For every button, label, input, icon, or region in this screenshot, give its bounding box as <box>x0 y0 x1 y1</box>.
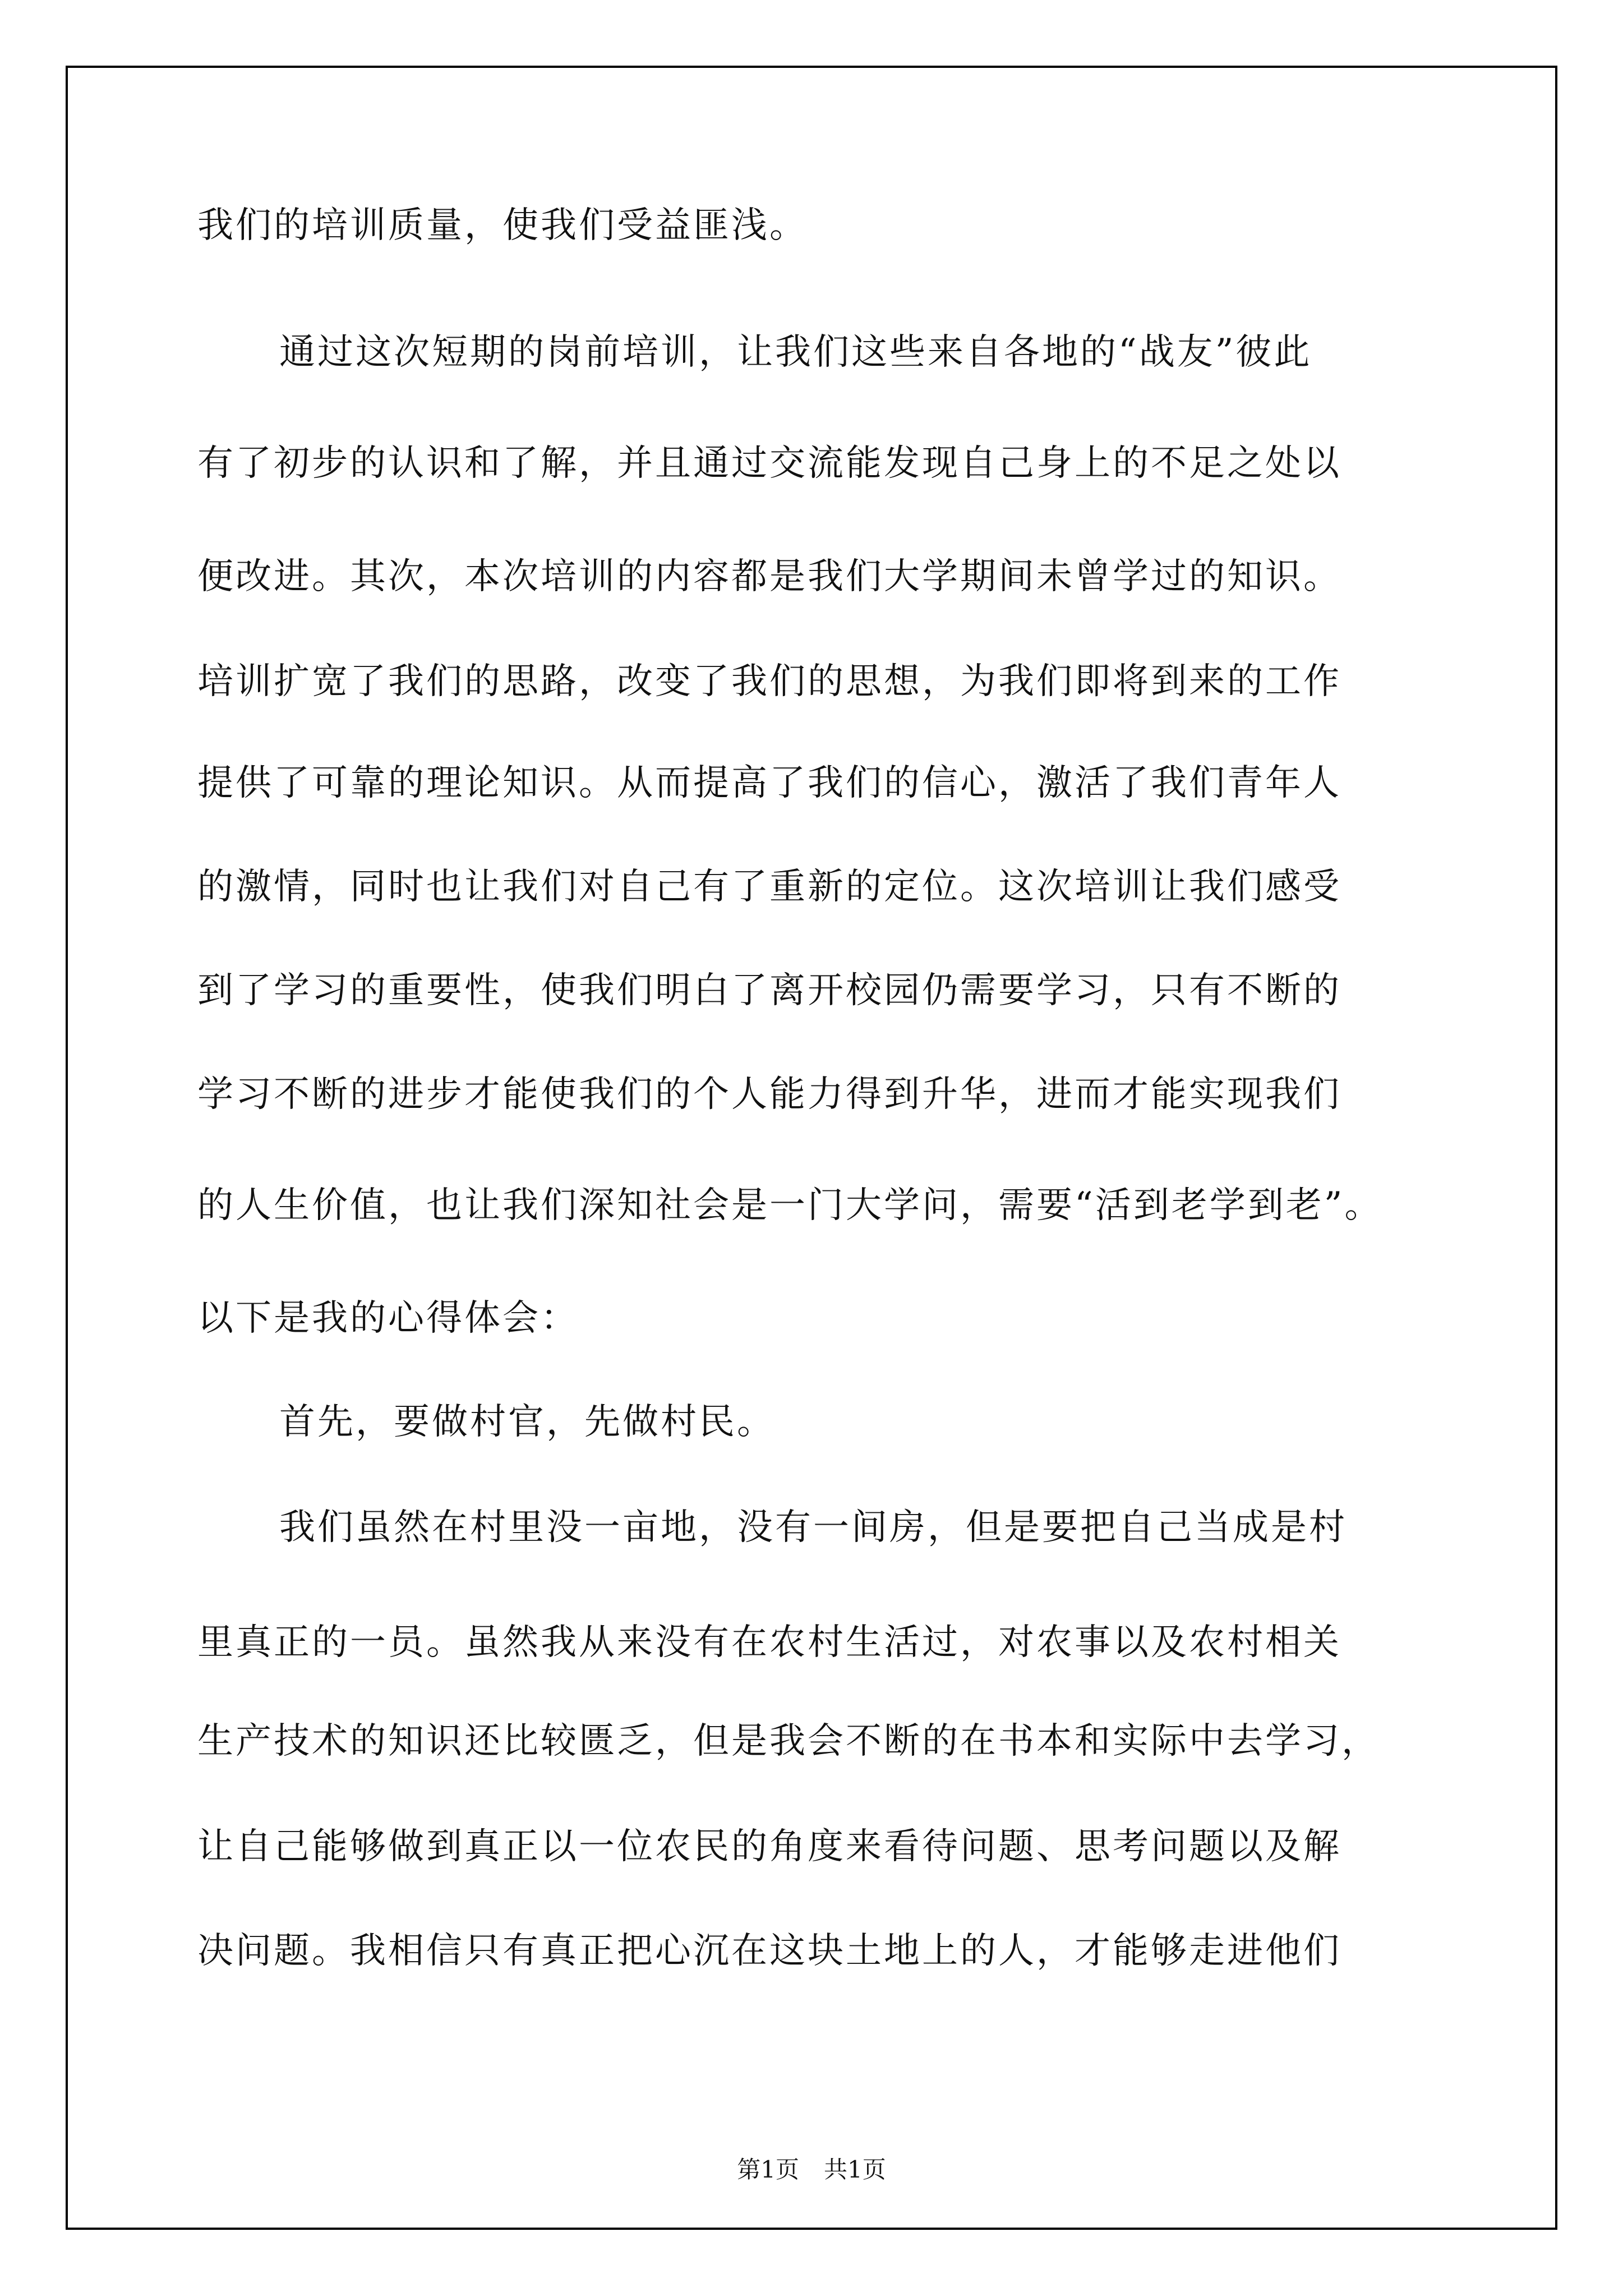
page-number-current: 第1页 <box>737 2156 799 2183</box>
text-line-11: 以下是我的心得体会： <box>197 1297 579 1339</box>
text-line-7: 的激情，同时也让我们对自己有了重新的定位。这次培训让我们感受 <box>197 866 1341 908</box>
text-line-13: 我们虽然在村里没一亩地，没有一间房，但是要把自己当成是村 <box>279 1507 1347 1548</box>
page-footer <box>0 2154 1623 2185</box>
text-line-12: 首先，要做村官，先做村民。 <box>279 1401 775 1443</box>
text-line-1: 我们的培训质量，使我们受益匪浅。 <box>197 205 808 246</box>
text-line-17: 决问题。我相信只有真正把心沉在这块土地上的人，才能够走进他们 <box>197 1930 1341 1972</box>
text-line-15: 生产技术的知识还比较匮乏，但是我会不断的在书本和实际中去学习， <box>197 1720 1380 1762</box>
text-line-2: 通过这次短期的岗前培训，让我们这些来自各地的“战友”彼此 <box>279 332 1312 373</box>
page-number-total: 共1页 <box>824 2156 886 2183</box>
text-line-6: 提供了可靠的理论知识。从而提高了我们的信心，激活了我们青年人 <box>197 762 1341 804</box>
text-line-10: 的人生价值，也让我们深知社会是一门大学问，需要“活到老学到老”。 <box>197 1185 1383 1226</box>
text-line-4: 便改进。其次，本次培训的内容都是我们大学期间未曾学过的知识。 <box>197 556 1341 597</box>
text-line-5: 培训扩宽了我们的思路，改变了我们的思想，为我们即将到来的工作 <box>197 661 1341 702</box>
text-line-8: 到了学习的重要性，使我们明白了离开校园仍需要学习，只有不断的 <box>197 970 1341 1011</box>
text-line-9: 学习不断的进步才能使我们的个人能力得到升华，进而才能实现我们 <box>197 1074 1341 1115</box>
text-line-3: 有了初步的认识和了解，并且通过交流能发现自己身上的不足之处以 <box>197 443 1341 484</box>
text-line-14: 里真正的一员。虽然我从来没有在农村生活过，对农事以及农村相关 <box>197 1622 1341 1663</box>
text-line-16: 让自己能够做到真正以一位农民的角度来看待问题、思考问题以及解 <box>197 1826 1341 1867</box>
